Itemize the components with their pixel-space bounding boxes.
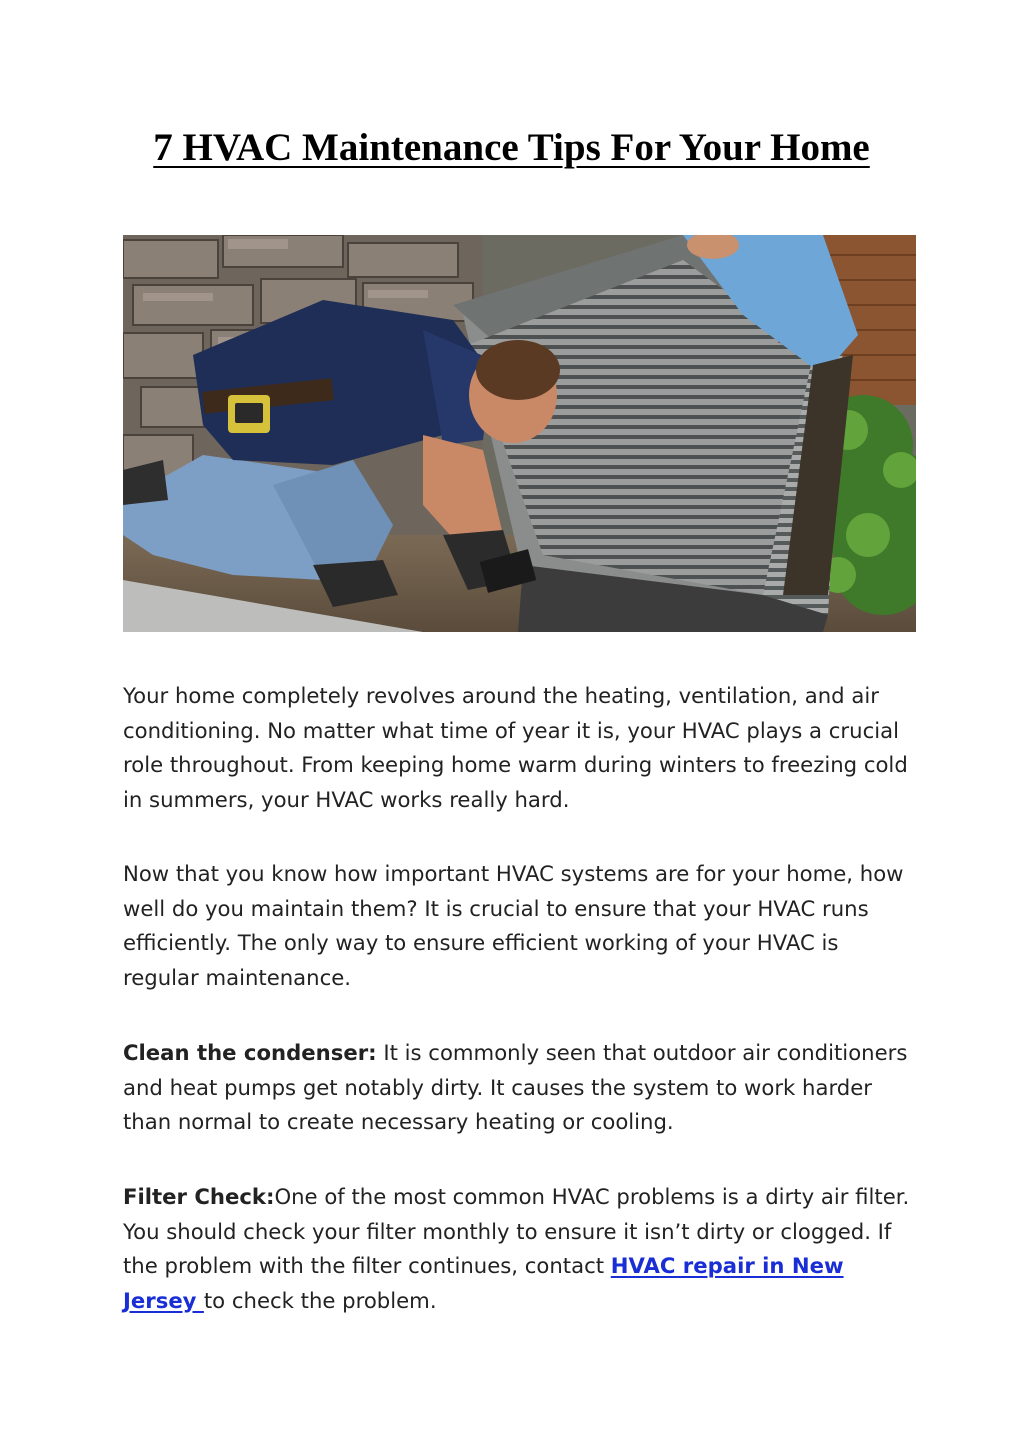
condenser-text: It is commonly seen that outdoor air conditioners and heat pumps get notably dirty. It causes the system to work harder than normal to create necessary heating or cooling. bbox=[123, 1040, 908, 1134]
filter-heading: Filter Check: bbox=[123, 1184, 275, 1209]
importance-paragraph: Now that you know how important HVAC systems are for your home, how well do you maintain them? It is crucial to ensure that your HVAC runs efficiently. The only way to ensure efficient working of your HVAC is regular maintenance. bbox=[123, 861, 904, 990]
page-title-text: 7 HVAC Maintenance Tips For Your Home bbox=[153, 126, 870, 169]
condenser-paragraph bbox=[123, 1036, 913, 1140]
filter-text-after: to check the problem. bbox=[203, 1287, 437, 1313]
intro-paragraph: Your home completely revolves around the heating, ventilation, and air conditioning. No matter what time of year it is, your HVAC plays a crucial role throughout. From keeping home warm during winters to freezing cold in summers, your HVAC works really hard. bbox=[123, 683, 908, 812]
filter-text-before: One of the most common HVAC problems is a dirty air filter. You should check your filter monthly to ensure it isn’t dirty or clogged. If the problem with the filter continues, contact bbox=[123, 1184, 910, 1278]
hvac-technicians-photo bbox=[123, 235, 916, 632]
hvac-repair-link[interactable]: HVAC repair in New Jersey bbox=[123, 1253, 844, 1313]
filter-paragraph bbox=[123, 1180, 913, 1318]
page-title bbox=[0, 122, 1023, 174]
photo-illustration bbox=[123, 235, 916, 632]
condenser-heading: Clean the condenser: bbox=[123, 1040, 377, 1065]
